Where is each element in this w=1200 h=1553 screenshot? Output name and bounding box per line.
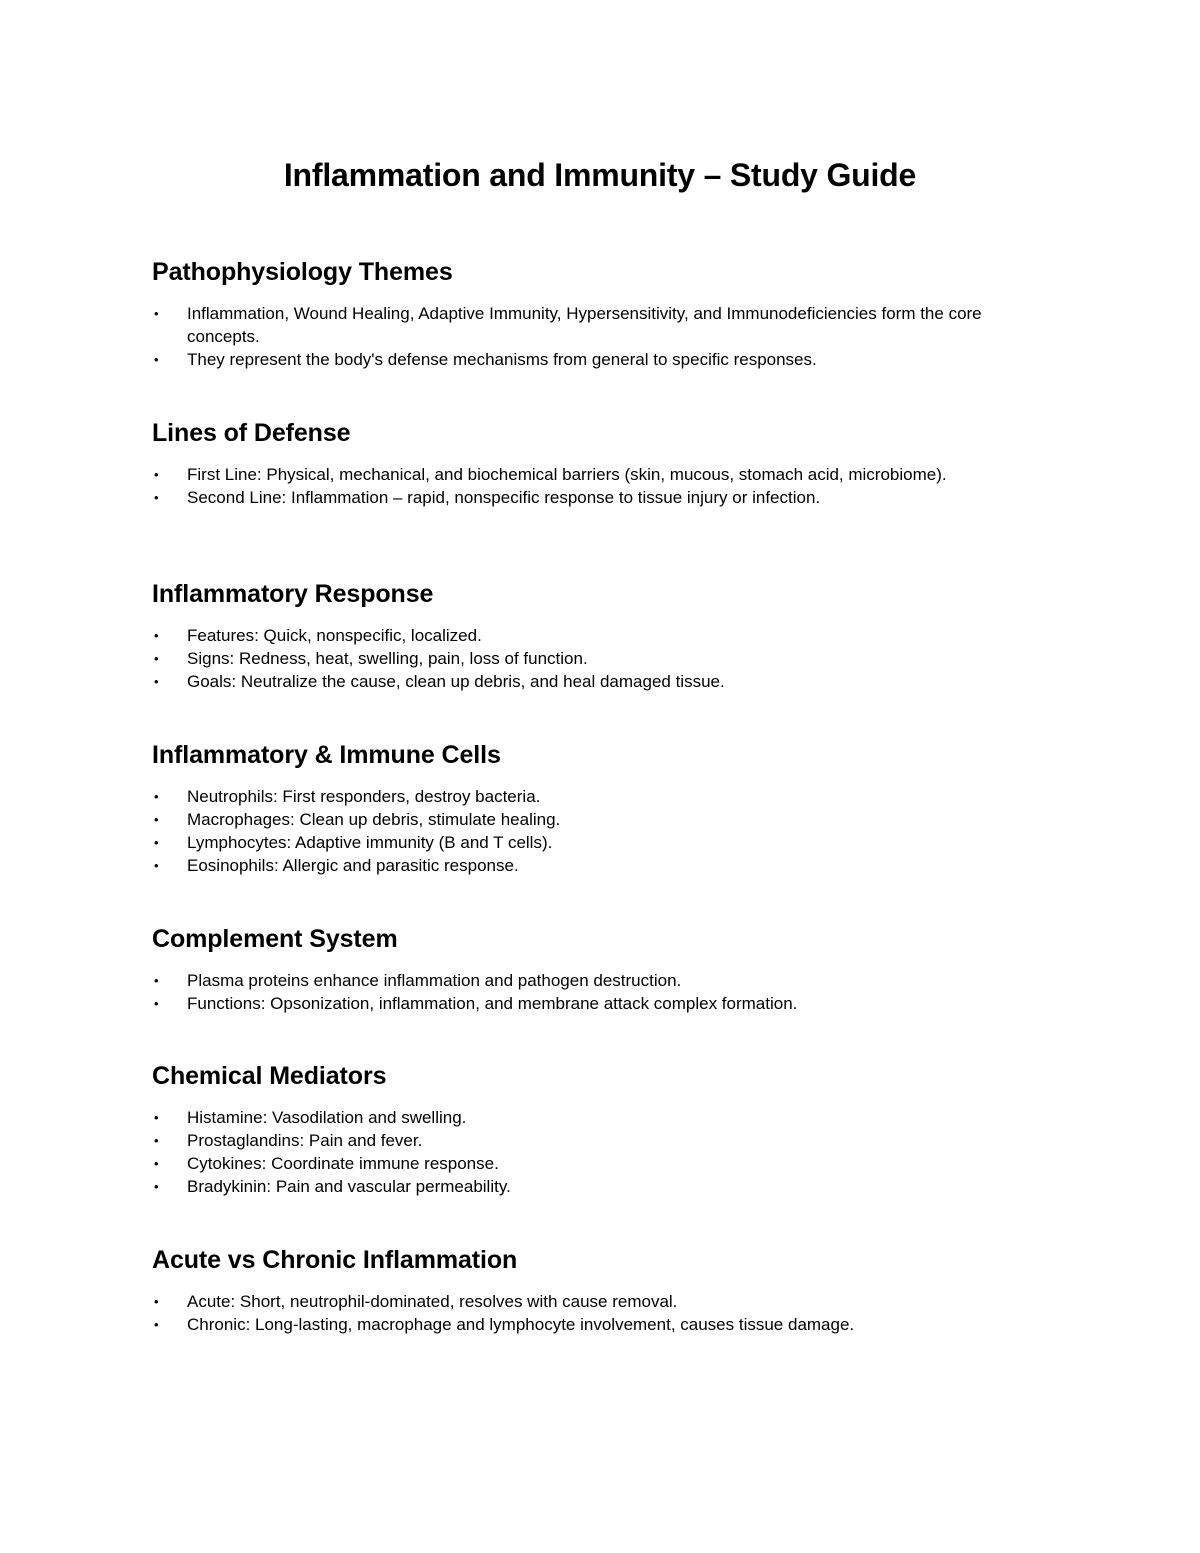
bullet-list — [152, 463, 1052, 509]
list-item — [152, 348, 1047, 371]
list-item-text: They represent the body's defense mechanisms from general to specific responses. — [187, 350, 817, 369]
section-pathophysiology-themes — [152, 256, 1052, 371]
section-heading: Chemical Mediators — [152, 1062, 387, 1090]
section-lines-of-defense — [152, 417, 1052, 509]
section-chemical-mediators — [152, 1060, 1052, 1198]
bullet-icon: • — [154, 789, 159, 804]
list-item — [152, 1129, 1047, 1152]
bullet-icon: • — [154, 674, 159, 689]
bullet-list — [152, 969, 1052, 1015]
list-item — [152, 1313, 1047, 1336]
bullet-icon: • — [154, 858, 159, 873]
list-item-text: Goals: Neutralize the cause, clean up debris, and heal damaged tissue. — [187, 672, 725, 691]
bullet-icon: • — [154, 996, 159, 1011]
bullet-icon: • — [154, 1110, 159, 1125]
bullet-icon: • — [154, 1156, 159, 1171]
list-item — [152, 1106, 1047, 1129]
bullet-icon: • — [154, 628, 159, 643]
list-item-text: Second Line: Inflammation – rapid, nonspecific response to tissue injury or infection. — [187, 488, 821, 507]
list-item — [152, 486, 1047, 509]
bullet-list — [152, 785, 1052, 877]
section-heading: Acute vs Chronic Inflammation — [152, 1246, 518, 1274]
section-heading: Lines of Defense — [152, 419, 351, 447]
section-inflammatory-immune-cells — [152, 739, 1052, 877]
list-item-text: Functions: Opsonization, inflammation, and membrane attack complex formation. — [187, 994, 798, 1013]
list-item-text: Bradykinin: Pain and vascular permeability. — [187, 1177, 511, 1196]
list-item — [152, 647, 1047, 670]
list-item — [152, 1175, 1047, 1198]
document-title: Inflammation and Immunity – Study Guide — [283, 157, 917, 193]
list-item-text: Eosinophils: Allergic and parasitic response. — [187, 856, 519, 875]
bullet-icon: • — [154, 651, 159, 666]
section-heading: Complement System — [152, 925, 398, 953]
bullet-icon: • — [154, 352, 159, 367]
list-item-text: Prostaglandins: Pain and fever. — [187, 1131, 423, 1150]
section-heading: Inflammatory & Immune Cells — [152, 741, 501, 769]
list-item — [152, 785, 1047, 808]
bullet-icon: • — [154, 1317, 159, 1332]
bullet-icon: • — [154, 490, 159, 505]
list-item-text: Lymphocytes: Adaptive immunity (B and T cells). — [187, 833, 553, 852]
bullet-list — [152, 1106, 1052, 1198]
bullet-list — [152, 302, 1052, 371]
list-item-text: Histamine: Vasodilation and swelling. — [187, 1108, 467, 1127]
list-item — [152, 670, 1047, 693]
bullet-icon: • — [154, 1179, 159, 1194]
bullet-icon: • — [154, 1133, 159, 1148]
bullet-icon: • — [154, 973, 159, 988]
list-item — [152, 624, 1047, 647]
bullet-icon: • — [154, 835, 159, 850]
list-item-text: Features: Quick, nonspecific, localized. — [187, 626, 482, 645]
list-item-text: Plasma proteins enhance inflammation and pathogen destruction. — [187, 971, 682, 990]
section-inflammatory-response — [152, 578, 1052, 693]
list-item — [152, 992, 1047, 1015]
section-heading: Inflammatory Response — [152, 580, 434, 608]
bullet-icon: • — [154, 1294, 159, 1309]
section-complement-system — [152, 923, 1052, 1015]
list-item-text: First Line: Physical, mechanical, and biochemical barriers (skin, mucous, stomach acid, microbiome). — [187, 465, 947, 484]
list-item-text: Macrophages: Clean up debris, stimulate healing. — [187, 810, 561, 829]
list-item — [152, 854, 1047, 877]
list-item — [152, 808, 1047, 831]
bullet-icon: • — [154, 467, 159, 482]
list-item — [152, 1290, 1047, 1313]
list-item — [152, 463, 1047, 486]
bullet-icon: • — [154, 812, 159, 827]
section-heading: Pathophysiology Themes — [152, 258, 453, 286]
list-item — [152, 831, 1047, 854]
list-item — [152, 1152, 1047, 1175]
list-item — [152, 302, 1047, 348]
list-item-text: Neutrophils: First responders, destroy bacteria. — [187, 787, 541, 806]
bullet-icon: • — [154, 306, 159, 321]
list-item-text: Acute: Short, neutrophil-dominated, resolves with cause removal. — [187, 1292, 678, 1311]
list-item — [152, 969, 1047, 992]
list-item-text: Inflammation, Wound Healing, Adaptive Immunity, Hypersensitivity, and Immunodeficiencies form the core concepts. — [187, 304, 982, 346]
bullet-list — [152, 624, 1052, 693]
bullet-list — [152, 1290, 1052, 1336]
list-item-text: Chronic: Long-lasting, macrophage and lymphocyte involvement, causes tissue damage. — [187, 1315, 855, 1334]
list-item-text: Cytokines: Coordinate immune response. — [187, 1154, 499, 1173]
list-item-text: Signs: Redness, heat, swelling, pain, loss of function. — [187, 649, 588, 668]
section-acute-vs-chronic — [152, 1244, 1052, 1336]
